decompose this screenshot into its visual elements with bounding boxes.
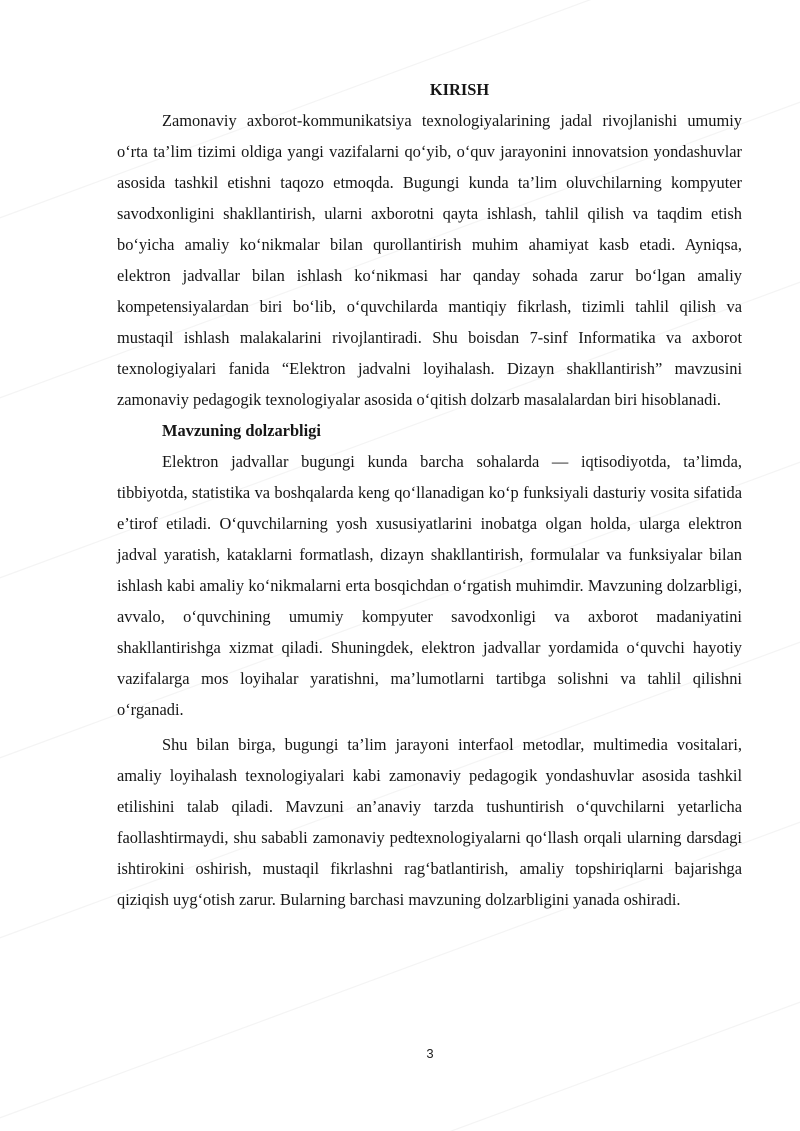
document-body	[117, 74, 742, 915]
section-heading: KIRISH	[429, 80, 490, 99]
intro-paragraph: Zamonaviy axborot-kommunikatsiya texnologiyalarining jadal rivojlanishi umumiy o‘rta ta’lim tizimi oldiga yangi vazifalarni qo‘yib, o‘quv jarayonini innovatsion yondashuvlar asosida tashkil etishni taqozo etmoqda. Bugungi kunda ta’lim oluvchilarning kompyuter savodxonligini shakllantirish, ularni axborotni qayta ishlash, tahlil qilish va taqdim etish bo‘yicha amaliy ko‘nikmalar bilan qurollantirish muhim ahamiyat kasb etadi. Ayniqsa, elektron jadvallar bilan ishlash ko‘nikmasi har qanday sohada zarur bo‘lgan amaliy kompetensiyalardan biri bo‘lib, o‘quvchilarda mantiqiy fikrlash, tizimli tahlil qilish va mustaqil ishlash malakalarini rivojlantiradi. Shu boisdan 7-sinf Informatika va axborot texnologiyalari fanida “Elektron jadvalni loyihalash. Dizayn shakllantirish” mavzusini zamonaviy pedagogik texnologiyalar asosida o‘qitish dolzarb masalalardan biri hisoblanadi.	[117, 111, 742, 409]
methods-paragraph: Shu bilan birga, bugungi ta’lim jarayoni interfaol metodlar, multimedia vositalari, amaliy loyihalash texnologiyalari kabi zamonaviy pedagogik yondashuvlar asosida tashkil etilishini talab qiladi. Mavzuni an’anaviy tarzda tushuntirish o‘quvchilarni yetarlicha faollashtirmaydi, shu sababli zamonaviy pedtexnologiyalarni qo‘llash orqali ularning darsdagi ishtirokini oshirish, mustaqil fikrlashni rag‘batlantirish, amaliy topshiriqlarni bajarishga qiziqish uyg‘otish zarur. Bularning barchasi mavzuning dolzarbligini yanada oshiradi.	[117, 735, 742, 909]
relevance-paragraph: Elektron jadvallar bugungi kunda barcha sohalarda — iqtisodiyotda, ta’limda, tibbiyotda, statistika va boshqalarda keng qo‘llanadigan ko‘p funksiyali dasturiy vosita sifatida e’tirof etiladi. O‘quvchilarning yosh xususiyatlarini inobatga olgan holda, ularga elektron jadval yaratish, kataklarni formatlash, dizayn shakllantirish, formulalar va funksiyalar bilan ishlash kabi amaliy ko‘nikmalarni erta bosqichdan o‘rgatish muhimdir. Mavzuning dolzarbligi, avvalo, o‘quvchining umumiy kompyuter savodxonligi va axborot madaniyatini shakllantirishga xizmat qiladi. Shuningdek, elektron jadvallar yordamida o‘quvchi hayotiy vazifalarga mos loyihalar yaratishni, ma’lumotlarni tartibga solishni va tahlil qilishni o‘rganadi.	[117, 452, 742, 719]
page-number: 3	[426, 1046, 434, 1061]
subsection-heading: Mavzuning dolzarbligi	[162, 421, 321, 440]
